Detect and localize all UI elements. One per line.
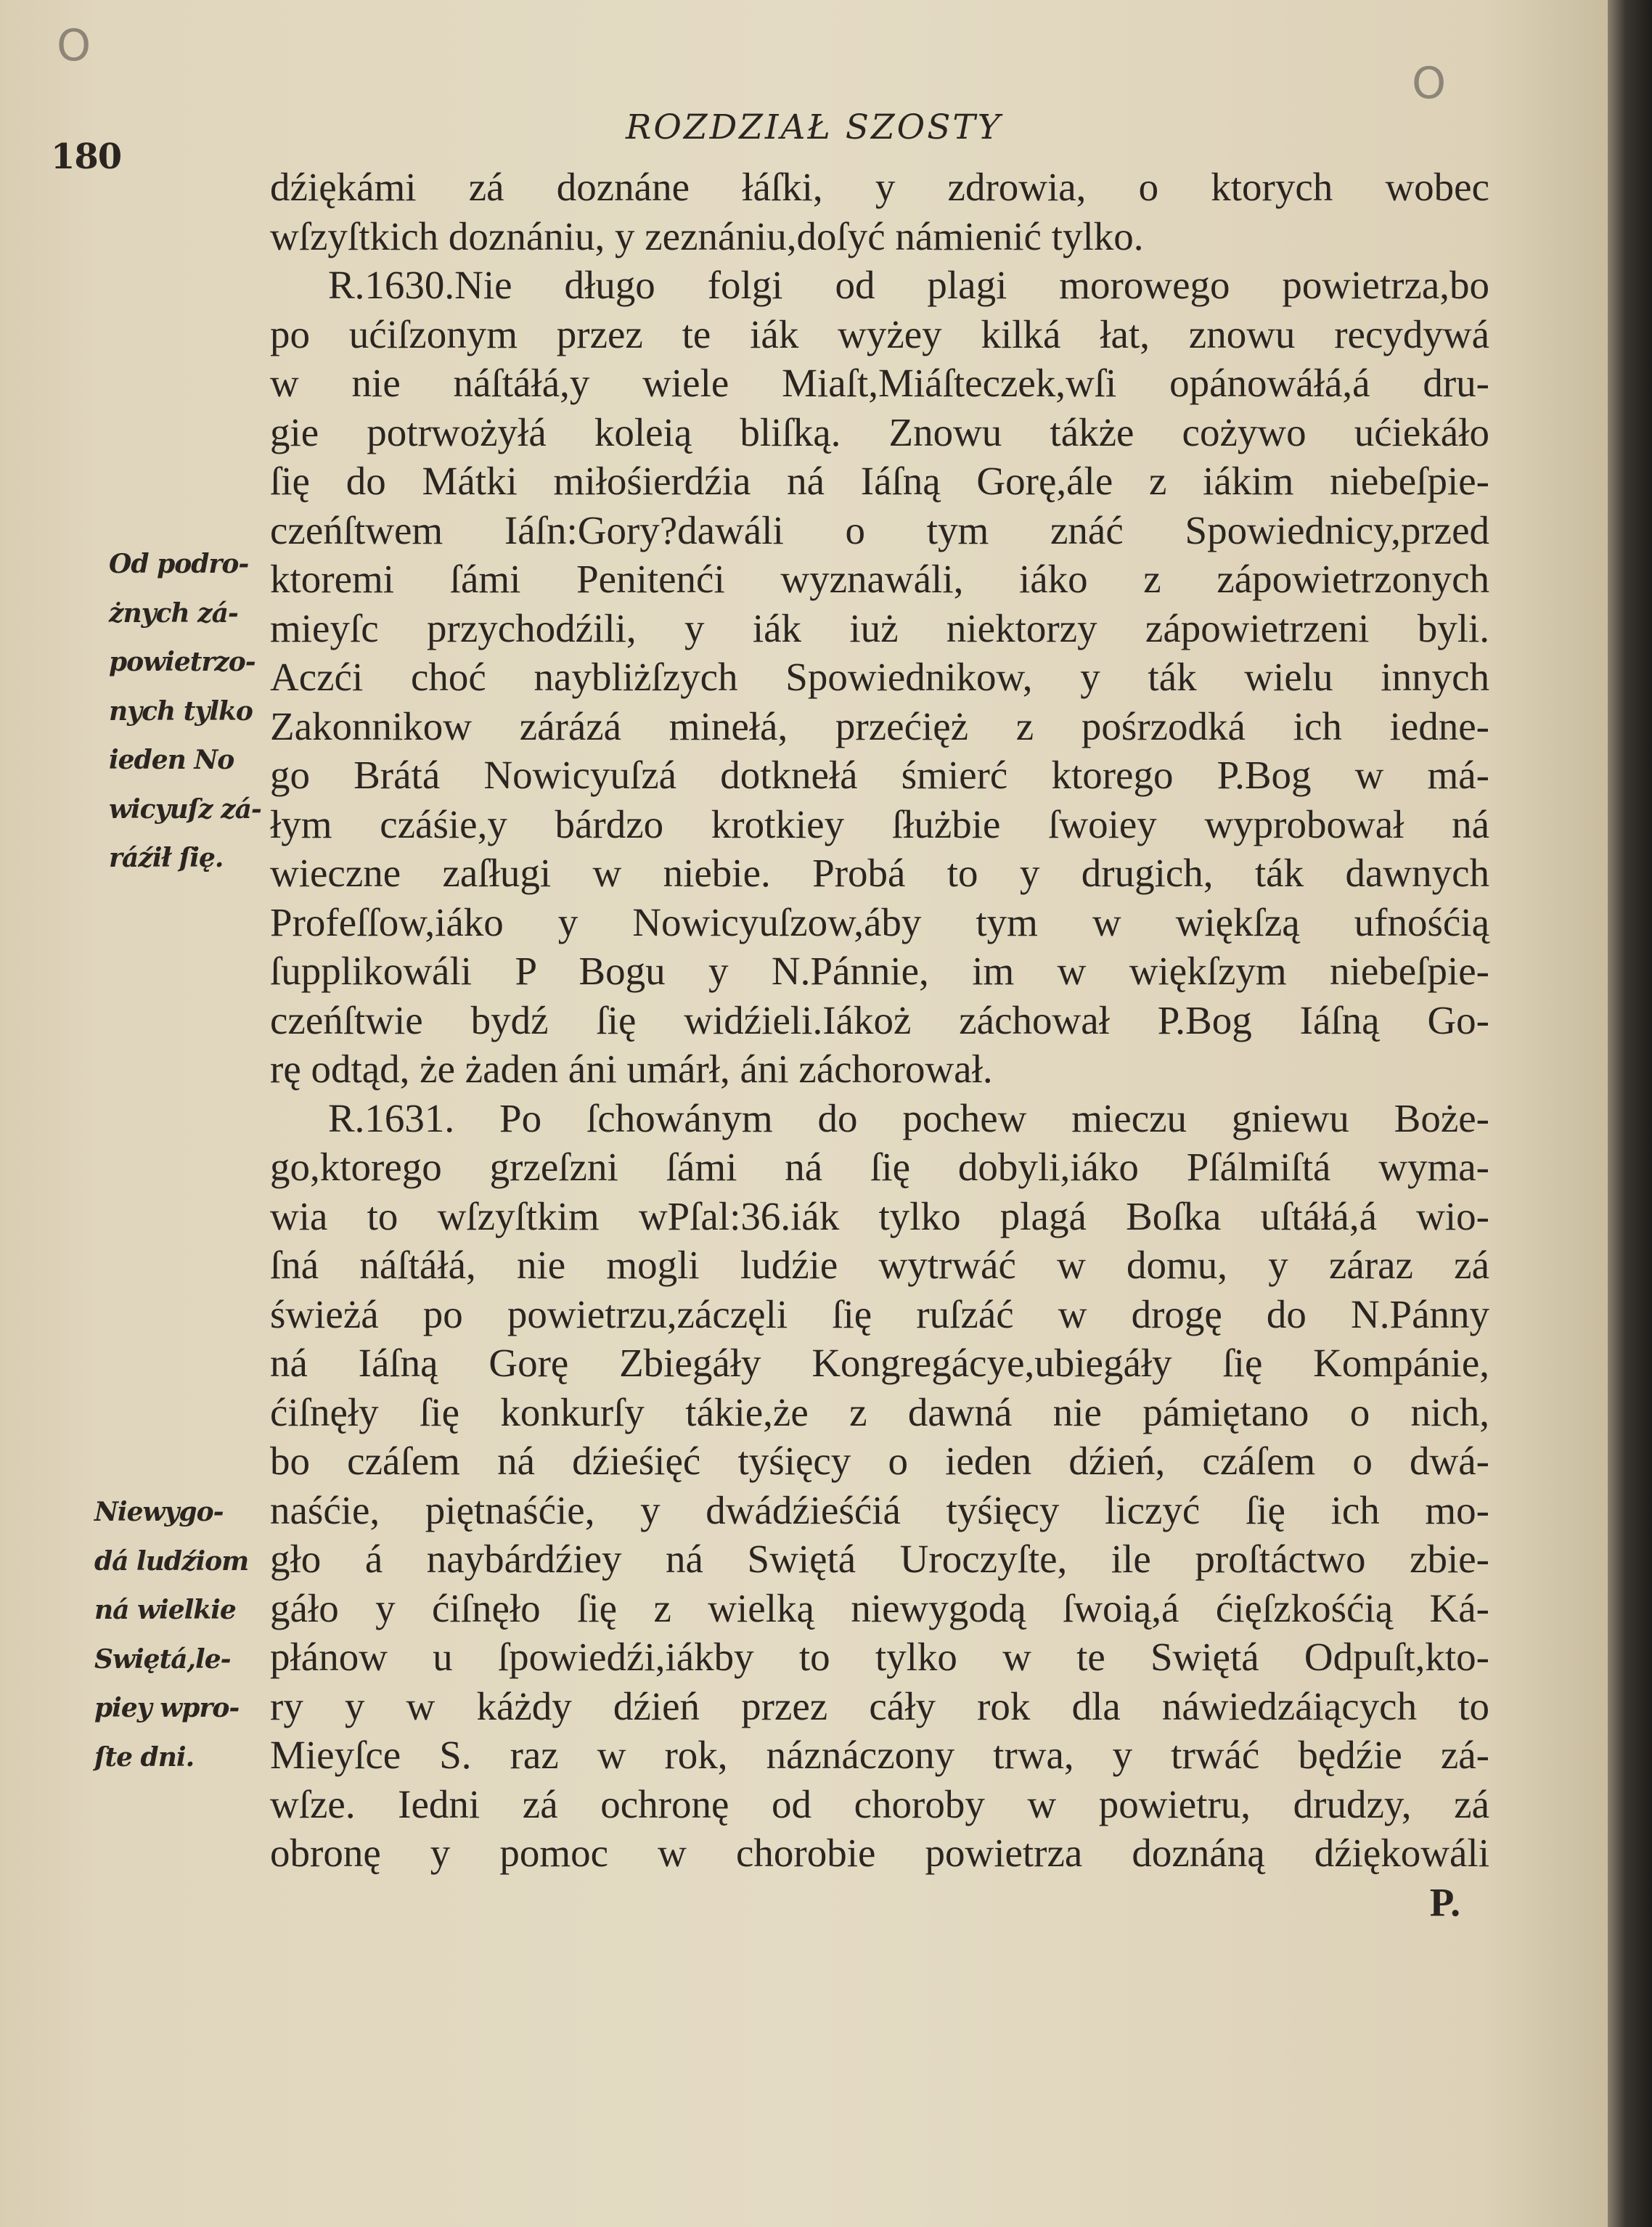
- text-line: gło á naybárdźiey ná Swiętá Uroczyſte, ile proſtáctwo zbie-: [270, 1537, 1489, 1581]
- text-line: łym czáśie,y bárdzo krotkiey ſłużbie ſwoiey wyprobował ná: [270, 801, 1489, 846]
- text-line: wſzyſtkich doznániu, y zeznániu,doſyć námienić tylko.: [270, 213, 1144, 258]
- margin-note-line: Niewygo-: [94, 1497, 224, 1527]
- text-line: gie potrwożyłá koleią bliſką. Znowu tákże cożywo ućiekáło: [270, 409, 1489, 454]
- running-title: ROZDZIAŁ SZOSTY: [626, 107, 1002, 147]
- margin-note-line: ráźił ſię.: [109, 843, 224, 873]
- margin-note-line: wicyuſz zá-: [109, 793, 261, 825]
- margin-note-line: powietrzo-: [109, 647, 255, 677]
- text-line: R.1631. Po ſchowánym do pochew mieczu gniewu Boże-: [328, 1095, 1489, 1140]
- text-line: rę odtąd, że żaden áni umárł, áni záchorował.: [270, 1047, 993, 1091]
- text-line: świeżá po powietrzu,záczęli ſię ruſzáć w drogę do N.Pánny: [270, 1291, 1489, 1336]
- text-line: Zakonnikow zárázá minełá, przećięż z pośrzodká ich iedne-: [270, 703, 1489, 748]
- margin-note-line: żnych zá-: [109, 597, 238, 629]
- text-line: Aczći choć naybliżſzych Spowiednikow, y ták wielu innych: [270, 655, 1489, 699]
- margin-note-pilgrim-crowds: [94, 1488, 247, 1782]
- body-text: [270, 163, 1489, 1926]
- margin-note-line: nych tylko: [109, 695, 253, 727]
- margin-note-line: dá ludźiom: [94, 1545, 249, 1577]
- margin-note-line: Od podro-: [109, 549, 249, 579]
- text-line: go Brátá Nowicyuſzá dotknełá śmierć ktorego P.Bog w má-: [270, 753, 1489, 797]
- text-line: ry y w káżdy dźień przez cáły rok dla náwiedzáiących to: [270, 1683, 1489, 1728]
- margin-note-line: piey wpro-: [94, 1693, 240, 1723]
- margin-note-line: ná wielkie: [94, 1595, 236, 1625]
- text-line: mieyſc przychodźili, y iák iuż niektorzy zápowietrzeni byli.: [270, 605, 1489, 650]
- text-line: wieczne zaſługi w niebie. Probá to y drugich, ták dawnych: [270, 851, 1489, 895]
- margin-note-line: ſte dni.: [94, 1741, 195, 1773]
- text-line: ćiſnęły ſię konkurſy tákie,że z dawná nie pámiętano o nich,: [270, 1389, 1489, 1434]
- text-line: ná Iáſną Gorę Zbiegáły Kongregácye,ubiegáły ſię Kompánie,: [270, 1341, 1489, 1385]
- text-line: bo czáſem ná dźieśięć tyśięcy o ieden dźień, czáſem o dwá-: [270, 1439, 1489, 1483]
- text-line: wia to wſzyſtkim wPſal:36.iák tylko plagá Boſka uſtáłá,á wio-: [270, 1193, 1489, 1238]
- text-line: naśćie, piętnaśćie, y dwádźieśćiá tyśięcy liczyć ſię ich mo-: [270, 1487, 1489, 1532]
- text-line: go,ktorego grzeſzni ſámi ná ſię dobyli,iáko Pſálmiſtá wyma-: [270, 1145, 1489, 1189]
- text-line: czeńſtwie bydź ſię widźieli.Iákoż záchował P.Bog Iáſną Go-: [270, 997, 1489, 1042]
- margin-note-line: ieden No: [109, 745, 234, 775]
- text-line: ſná náſtáłá, nie mogli ludźie wytrwáć w domu, y záraz zá: [270, 1243, 1489, 1287]
- text-line: ktoremi ſámi Penitenći wyznawáli, iáko z zápowietrzonych: [270, 557, 1489, 601]
- text-line: Profeſſow,iáko y Nowicyuſzow,áby tym w więkſzą ufnośćią: [270, 899, 1489, 944]
- text-line: wſze. Iedni zá ochronę od choroby w powietru, drudzy, zá: [270, 1781, 1489, 1826]
- folio-mark-right: O: [1412, 58, 1447, 109]
- text-line: czeńſtwem Iáſn:Gory?dawáli o tym znáć Spowiednicy,przed: [270, 507, 1489, 552]
- margin-note-line: Swiętá,le-: [94, 1643, 231, 1675]
- text-line: Mieyſce S. raz w rok, náznáczony trwa, y trwáć będźie zá-: [270, 1733, 1489, 1777]
- text-line: ſię do Mátki miłośierdźia ná Iáſną Gorę,ále z iákim niebeſpie-: [270, 459, 1489, 503]
- text-line: gáło y ćiſnęło ſię z wielką niewygodą ſwoią,á ćięſzkośćią Ká-: [270, 1585, 1489, 1630]
- text-line: ſupplikowáli P Bogu y N.Pánnie, im w więkſzym niebeſpie-: [270, 949, 1489, 993]
- page-number: 180: [51, 136, 122, 177]
- text-line: płánow u ſpowiedźi,iákby to tylko w te Swiętá Odpuſt,kto-: [270, 1635, 1489, 1679]
- margin-note-plague-confessors: [109, 540, 261, 883]
- text-line: dźiękámi zá doznáne łáſki, y zdrowia, o ktorych wobec: [270, 165, 1489, 209]
- text-line: obronę y pomoc w chorobie powietrza doznáną dźiękowáli: [270, 1831, 1489, 1875]
- text-line: po ućiſzonym przez te iák wyżey kilká łat, znowu recydywá: [270, 311, 1489, 356]
- catchword: P.: [1429, 1879, 1460, 1924]
- text-line: w nie náſtáłá,y wiele Miaſt,Miáſteczek,wſi opánowáłá,á dru-: [270, 361, 1489, 405]
- text-line: R.1630.Nie długo folgi od plagi morowego powietrza,bo: [328, 263, 1489, 307]
- book-gutter-shadow: [1608, 0, 1652, 2227]
- folio-mark-left: O: [57, 20, 91, 71]
